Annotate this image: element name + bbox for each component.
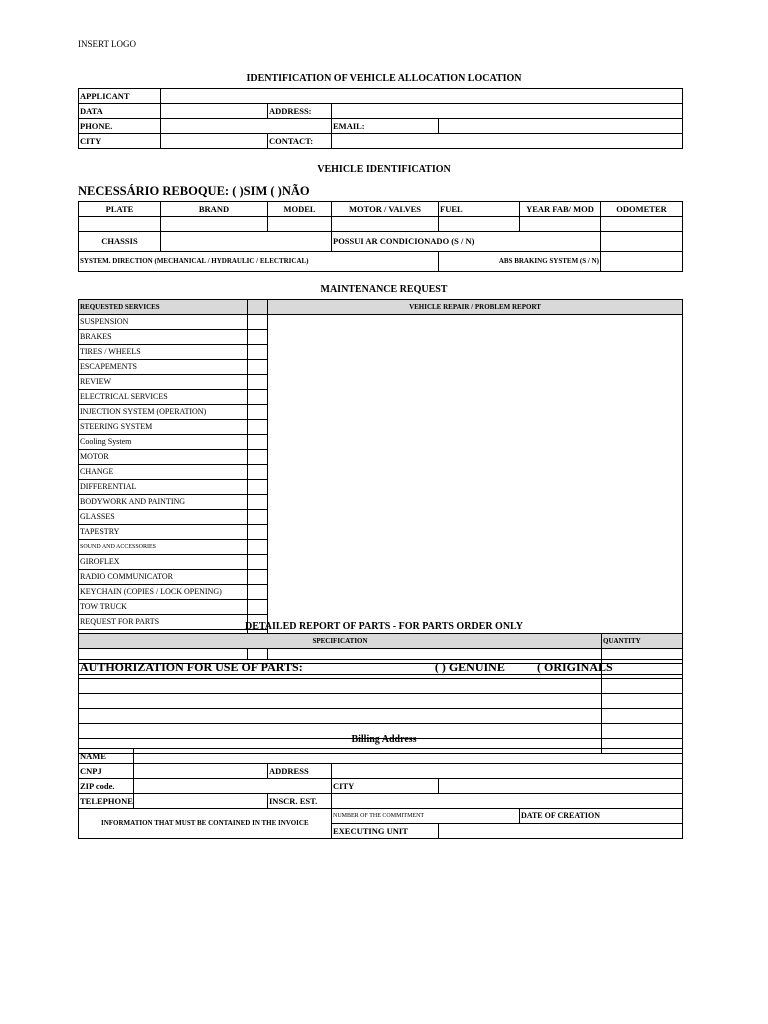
service-label: DIFFERENTIAL bbox=[79, 480, 248, 495]
service-label: BRAKES bbox=[79, 330, 248, 345]
invoice-info-label: INFORMATION THAT MUST BE CONTAINED IN THE INVOICE bbox=[79, 809, 332, 839]
service-label: REQUEST FOR PARTS bbox=[79, 615, 248, 630]
data-field[interactable] bbox=[161, 104, 268, 119]
service-check[interactable] bbox=[248, 570, 268, 585]
service-label: ESCAPEMENTS bbox=[79, 360, 248, 375]
steering-label: SYSTEM. DIRECTION (MECHANICAL / HYDRAULIC / ELECTRICAL) bbox=[79, 252, 439, 272]
service-label: SOUND AND ACCESSORIES bbox=[79, 540, 248, 555]
parts-row bbox=[79, 679, 683, 694]
service-check[interactable] bbox=[248, 510, 268, 525]
service-check[interactable] bbox=[248, 390, 268, 405]
cnpj-field[interactable] bbox=[134, 764, 268, 779]
name-label: NAME bbox=[79, 749, 134, 764]
service-label: SUSPENSION bbox=[79, 315, 248, 330]
service-check[interactable] bbox=[248, 375, 268, 390]
telephone-label: TELEPHONE bbox=[79, 794, 134, 809]
plate-field[interactable] bbox=[79, 217, 161, 232]
services-header: REQUESTED SERVICES bbox=[79, 300, 248, 315]
qty-header: QUANTITY bbox=[602, 634, 683, 649]
location-table bbox=[78, 88, 683, 149]
phone-label: PHONE. bbox=[79, 119, 161, 134]
service-label: Cooling System bbox=[79, 435, 248, 450]
service-label: KEYCHAIN (COPIES / LOCK OPENING) bbox=[79, 585, 248, 600]
service-label: REVIEW bbox=[79, 375, 248, 390]
service-check[interactable] bbox=[248, 360, 268, 375]
address-field[interactable] bbox=[332, 104, 683, 119]
header-plate: PLATE bbox=[79, 202, 161, 217]
parts-qty-field[interactable] bbox=[602, 694, 683, 709]
parts-row bbox=[79, 694, 683, 709]
ac-field[interactable] bbox=[601, 232, 683, 252]
executing-unit-label: EXECUTING UNIT bbox=[332, 824, 439, 839]
service-label: BODYWORK AND PAINTING bbox=[79, 495, 248, 510]
header-fuel: FUEL bbox=[439, 202, 520, 217]
service-label: TOW TRUCK bbox=[79, 600, 248, 615]
billing-city-label: CITY bbox=[332, 779, 439, 794]
parts-spec-field[interactable] bbox=[79, 694, 602, 709]
ac-label: POSSUI AR CONDICIONADO (S / N) bbox=[332, 232, 601, 252]
date-creation-label: DATE OF CREATION bbox=[520, 809, 683, 824]
service-check[interactable] bbox=[248, 585, 268, 600]
service-label: ELECTRICAL SERVICES bbox=[79, 390, 248, 405]
parts-spec-field[interactable] bbox=[79, 679, 602, 694]
service-check[interactable] bbox=[248, 525, 268, 540]
header-odometer: ODOMETER bbox=[601, 202, 683, 217]
year-field[interactable] bbox=[520, 217, 601, 232]
service-check[interactable] bbox=[248, 600, 268, 615]
service-label: RADIO COMMUNICATOR bbox=[79, 570, 248, 585]
name-field[interactable] bbox=[134, 749, 683, 764]
applicant-label: APPLICANT bbox=[79, 89, 161, 104]
service-label: GLASSES bbox=[79, 510, 248, 525]
service-label: GIROFLEX bbox=[79, 555, 248, 570]
data-label: DATA bbox=[79, 104, 161, 119]
inscr-label: INSCR. EST. bbox=[268, 794, 332, 809]
service-label: TAPESTRY bbox=[79, 525, 248, 540]
logo-placeholder: INSERT LOGO bbox=[78, 39, 137, 49]
header-motor: MOTOR / VALVES bbox=[332, 202, 439, 217]
header-year: YEAR FAB/ MOD bbox=[520, 202, 601, 217]
service-check[interactable] bbox=[248, 555, 268, 570]
parts-qty-field[interactable] bbox=[602, 649, 683, 664]
service-check[interactable] bbox=[248, 420, 268, 435]
service-check[interactable] bbox=[248, 405, 268, 420]
city-label: CITY bbox=[79, 134, 161, 149]
billing-city-field[interactable] bbox=[439, 779, 683, 794]
report-header: VEHICLE REPAIR / PROBLEM REPORT bbox=[268, 300, 683, 315]
service-label: INJECTION SYSTEM (OPERATION) bbox=[79, 405, 248, 420]
chassis-label: CHASSIS bbox=[79, 232, 161, 252]
odometer-field[interactable] bbox=[601, 217, 683, 232]
parts-qty-field[interactable] bbox=[602, 709, 683, 724]
telephone-field[interactable] bbox=[134, 794, 268, 809]
billing-address-label: ADDRESS bbox=[268, 764, 332, 779]
parts-row bbox=[79, 649, 683, 664]
services-check-header bbox=[248, 300, 268, 315]
section-title-maintenance: MAINTENANCE REQUEST bbox=[320, 284, 448, 295]
service-check[interactable] bbox=[248, 540, 268, 555]
address-label: ADDRESS: bbox=[268, 104, 332, 119]
originals-option[interactable]: ( ORIGINALS bbox=[536, 660, 613, 674]
chassis-field[interactable] bbox=[161, 232, 332, 252]
parts-spec-field[interactable] bbox=[79, 649, 602, 664]
service-check[interactable] bbox=[248, 495, 268, 510]
service-label: TIRES / WHEELS bbox=[79, 345, 248, 360]
zip-label: ZIP code. bbox=[79, 779, 134, 794]
service-check[interactable] bbox=[248, 465, 268, 480]
service-check[interactable] bbox=[248, 315, 268, 330]
parts-row bbox=[79, 709, 683, 724]
header-brand: BRAND bbox=[161, 202, 268, 217]
service-check[interactable] bbox=[248, 330, 268, 345]
parts-spec-field[interactable] bbox=[79, 709, 602, 724]
service-label: STEERING SYSTEM bbox=[79, 420, 248, 435]
maintenance-table bbox=[78, 299, 683, 675]
genuine-option[interactable]: ( ) GENUINE bbox=[434, 660, 505, 674]
applicant-field[interactable] bbox=[161, 89, 683, 104]
parts-qty-field[interactable] bbox=[602, 679, 683, 694]
model-field[interactable] bbox=[268, 217, 332, 232]
service-label: MOTOR bbox=[79, 450, 248, 465]
service-check[interactable] bbox=[248, 480, 268, 495]
email-field[interactable] bbox=[439, 119, 683, 134]
brand-field[interactable] bbox=[161, 217, 268, 232]
commitment-label: NUMBER OF THE COMMITMENT bbox=[332, 809, 520, 824]
billing-address-field[interactable] bbox=[332, 764, 683, 779]
cnpj-label: CNPJ bbox=[79, 764, 134, 779]
parts-qty-field[interactable] bbox=[602, 664, 683, 679]
section-title-location: IDENTIFICATION OF VEHICLE ALLOCATION LOCATION bbox=[246, 73, 522, 84]
header-model: MODEL bbox=[268, 202, 332, 217]
tow-question[interactable]: NECESSÁRIO REBOQUE: ( )SIM ( )NÃO bbox=[78, 184, 310, 198]
fuel-field[interactable] bbox=[439, 217, 520, 232]
service-check[interactable] bbox=[248, 450, 268, 465]
service-check[interactable] bbox=[248, 345, 268, 360]
abs-field[interactable] bbox=[601, 252, 683, 272]
executing-unit-field[interactable] bbox=[439, 824, 683, 839]
contact-label: CONTACT: bbox=[268, 134, 332, 149]
city-field[interactable] bbox=[161, 134, 268, 149]
auth-label: AUTHORIZATION FOR USE OF PARTS: bbox=[80, 660, 303, 674]
vehicle-table bbox=[78, 201, 683, 272]
problem-report-area[interactable] bbox=[268, 315, 683, 660]
phone-field[interactable] bbox=[161, 119, 332, 134]
motor-field[interactable] bbox=[332, 217, 439, 232]
parts-row bbox=[79, 664, 683, 679]
abs-label: ABS BRAKING SYSTEM (S / N) bbox=[439, 252, 601, 272]
service-label: CHANGE bbox=[79, 465, 248, 480]
section-title-billing: Billing Address bbox=[351, 734, 417, 745]
contact-field[interactable] bbox=[332, 134, 683, 149]
section-title-parts: DETAILED REPORT OF PARTS - FOR PARTS ORDER ONLY bbox=[244, 621, 524, 632]
section-title-vehicle: VEHICLE IDENTIFICATION bbox=[317, 164, 451, 175]
email-label: EMAIL: bbox=[332, 119, 439, 134]
service-check[interactable] bbox=[248, 435, 268, 450]
inscr-field[interactable] bbox=[332, 794, 683, 809]
zip-field[interactable] bbox=[134, 779, 332, 794]
service-row bbox=[79, 315, 683, 330]
parts-spec-field[interactable] bbox=[79, 664, 602, 679]
spec-header: SPECIFICATION bbox=[79, 634, 602, 649]
billing-table bbox=[78, 748, 683, 839]
